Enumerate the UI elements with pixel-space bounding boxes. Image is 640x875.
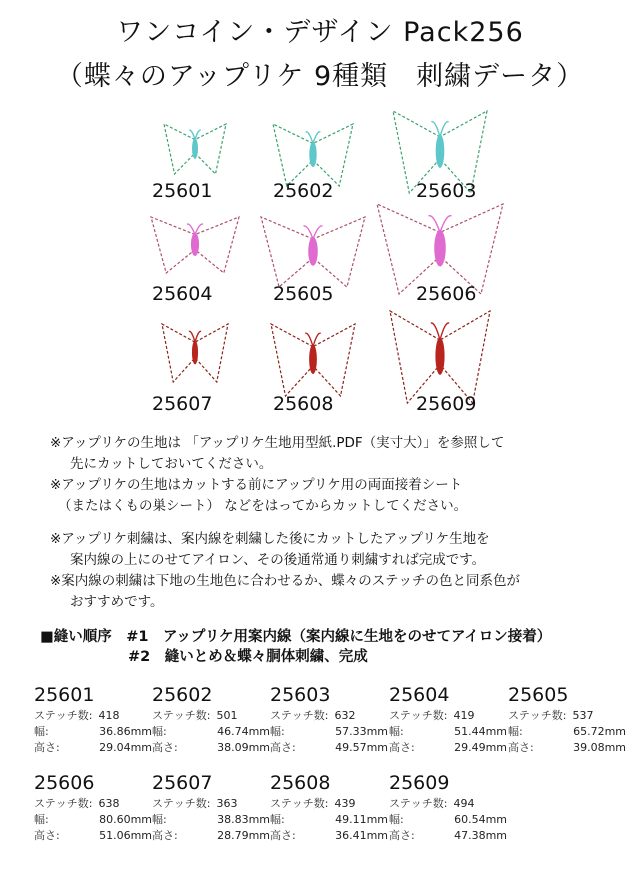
spec-label: 幅: [270,725,285,738]
width-row [508,724,626,740]
spec-card-25606 [34,772,152,844]
spec-label: 高さ: [270,741,296,754]
butterfly-icon [376,203,504,295]
spec-code: 25606 [34,772,95,794]
spec-label: ステッチ数: [389,709,448,722]
spec-card-25609 [389,772,507,844]
stitch-count-row [34,708,152,724]
butterfly-design-25608 [270,323,400,397]
height-row [152,740,270,756]
spec-code: 25602 [152,684,213,706]
design-code-label: 25601 [152,180,213,202]
spec-card-25601 [34,684,152,756]
spec-code: 25609 [389,772,450,794]
butterfly-icon [161,323,229,383]
spec-value: 60.54mm [454,813,507,826]
spec-value: 28.79mm [217,829,270,842]
butterfly-design-25605 [260,216,390,288]
note-3-line-2: 案内線の上にのせてアイロン、その後通常通り刺繍すれば完成です。 [70,552,486,568]
butterfly-icon [260,216,366,288]
spec-label: ステッチ数: [270,709,329,722]
spec-value: 537 [572,709,594,722]
butterfly-icon [270,323,356,397]
spec-value: 494 [453,797,475,810]
spec-value: 418 [98,709,120,722]
butterfly-icon [150,216,240,274]
spec-value: 419 [453,709,475,722]
spec-label: 幅: [389,813,404,826]
stitch-count-row [152,708,270,724]
spec-label: 幅: [508,725,523,738]
spec-value: 36.41mm [335,829,388,842]
spec-label: 幅: [389,725,404,738]
spec-value: 80.60mm [99,813,152,826]
note-2-line-1: ※アップリケの生地はカットする前にアップリケ用の両面接着シート [50,477,463,493]
spec-label: 高さ: [508,741,534,754]
design-code-label: 25606 [416,283,477,305]
height-row [270,740,388,756]
spec-label: 高さ: [270,829,296,842]
width-row [152,724,270,740]
spec-label: 高さ: [389,741,415,754]
page-title: ワンコイン・デザイン Pack256 [116,17,524,48]
width-row [270,724,388,740]
design-code-label: 25605 [273,283,334,305]
spec-value: 46.74mm [217,725,270,738]
stitch-count-row [34,796,152,812]
spec-value: 51.44mm [454,725,507,738]
note-4-line-2: おすすめです。 [70,594,164,610]
width-row [152,812,270,828]
width-row [389,724,507,740]
butterfly-icon [163,123,227,175]
spec-value: 38.09mm [217,741,270,754]
spec-card-25603 [270,684,388,756]
stitch-count-row [270,796,388,812]
spec-value: 49.57mm [335,741,388,754]
stitch-count-row [270,708,388,724]
spec-value: 632 [334,709,356,722]
spec-code: 25605 [508,684,569,706]
spec-value: 47.38mm [454,829,507,842]
sewing-order-line-2: #2 縫いとめ＆蝶々胴体刺繍、完成 [128,649,368,665]
spec-value: 439 [334,797,356,810]
design-code-label: 25607 [152,393,213,415]
spec-value: 51.06mm [99,829,152,842]
spec-code: 25603 [270,684,331,706]
spec-label: 幅: [152,813,167,826]
height-row [34,828,152,844]
spec-value: 38.83mm [217,813,270,826]
spec-value: 29.04mm [99,741,152,754]
spec-code: 25601 [34,684,95,706]
note-2-line-2: （またはくもの巣シート） などをはってからカットしてください。 [58,498,468,514]
width-row [270,812,388,828]
spec-label: 幅: [34,725,49,738]
sewing-order-line-1: ■縫い順序 #1 アップリケ用案内線（案内線に生地をのせてアイロン接着） [40,629,552,645]
stitch-count-row [152,796,270,812]
height-row [152,828,270,844]
stitch-count-row [389,796,507,812]
butterfly-design-25606 [376,203,506,295]
stitch-count-row [508,708,626,724]
spec-label: 高さ: [389,829,415,842]
height-row [389,828,507,844]
spec-card-25608 [270,772,388,844]
design-code-label: 25609 [416,393,477,415]
spec-value: 49.11mm [335,813,388,826]
spec-code: 25608 [270,772,331,794]
butterfly-design-25602 [272,123,402,187]
height-row [34,740,152,756]
width-row [389,812,507,828]
spec-value: 36.86mm [99,725,152,738]
note-1-line-1: ※アップリケの生地は 「アップリケ生地用型紙.PDF（実寸大）」を参照して [50,435,505,451]
spec-label: ステッチ数: [270,797,329,810]
notes-block [50,433,520,613]
spec-label: 幅: [270,813,285,826]
spec-label: ステッチ数: [34,709,93,722]
spec-card-25607 [152,772,270,844]
spec-value: 65.72mm [573,725,626,738]
spec-code: 25607 [152,772,213,794]
height-row [508,740,626,756]
design-code-label: 25602 [273,180,334,202]
stitch-count-row [389,708,507,724]
spec-value: 29.49mm [454,741,507,754]
spec-label: ステッチ数: [389,797,448,810]
spec-label: 高さ: [152,741,178,754]
width-row [34,724,152,740]
design-code-label: 25603 [416,180,477,202]
note-4-line-1: ※案内線の刺繍は下地の生地色に合わせるか、蝶々のステッチの色と同系色が [50,573,521,589]
page-subtitle: （蝶々のアップリケ 9種類 刺繍データ） [55,61,585,92]
spec-value: 638 [98,797,120,810]
spec-card-25604 [389,684,507,756]
spec-label: 幅: [152,725,167,738]
spec-label: 高さ: [34,741,60,754]
note-1-line-2: 先にカットしておいてください。 [70,456,273,472]
spec-code: 25604 [389,684,450,706]
spec-label: 幅: [34,813,49,826]
spec-card-25602 [152,684,270,756]
spec-label: ステッチ数: [152,709,211,722]
height-row [270,828,388,844]
spec-value: 57.33mm [335,725,388,738]
butterfly-icon [272,123,354,187]
height-row [389,740,507,756]
spec-label: 高さ: [152,829,178,842]
width-row [34,812,152,828]
spec-label: ステッチ数: [508,709,567,722]
spec-value: 501 [216,709,238,722]
butterfly-icon [389,310,491,404]
spec-value: 363 [216,797,238,810]
design-code-label: 25608 [273,393,334,415]
butterfly-design-25609 [389,310,519,404]
spec-card-25605 [508,684,626,756]
spec-value: 39.08mm [573,741,626,754]
note-3-line-1: ※アップリケ刺繍は、案内線を刺繍した後にカットしたアップリケ生地を [50,531,490,547]
design-code-label: 25604 [152,283,213,305]
spec-label: ステッチ数: [152,797,211,810]
spec-label: ステッチ数: [34,797,93,810]
spec-label: 高さ: [34,829,60,842]
